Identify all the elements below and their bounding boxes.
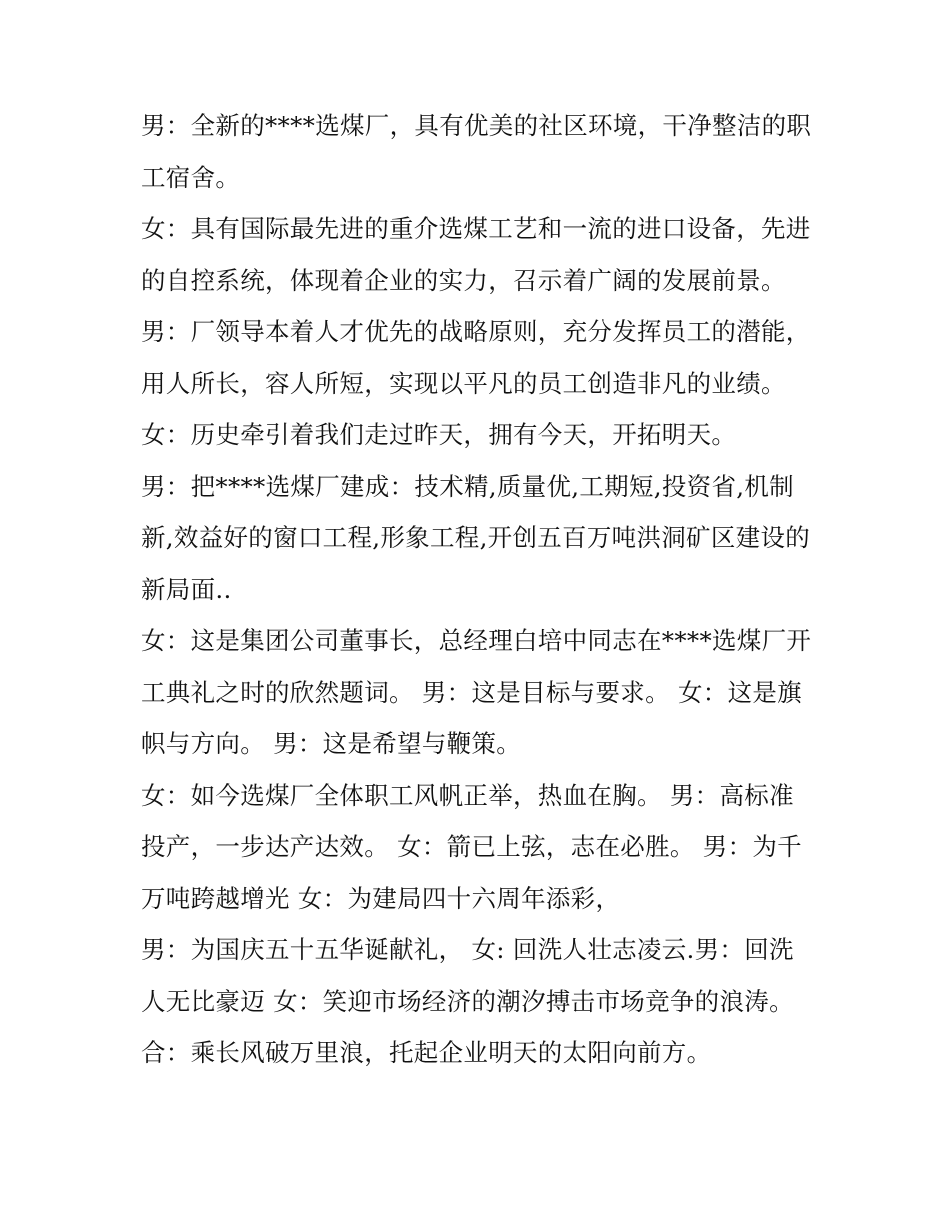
paragraph: 男：把****选煤厂建成：技术精,质量优,工期短,投资省,机制新,效益好的窗口工程,形象工程,开创五百万吨洪洞矿区建设的新局面.. (141, 471, 811, 604)
paragraph: 男：全新的****选煤厂，具有优美的社区环境，干净整洁的职工宿舍。 (141, 111, 812, 192)
paragraph: 男：为国庆五十五华诞献礼， 女: 回洗人壮志凌云.男：回洗人无比豪迈 女：笑迎市场经济的潮汐搏击市场竞争的浪涛。 (141, 935, 794, 1016)
paragraph: 女：具有国际最先进的重介选煤工艺和一流的进口设备，先进的自控系统，体现着企业的实力，召示着广阔的发展前景。 (141, 214, 811, 295)
paragraph: 女：如今选煤厂全体职工风帆正举，热血在胸。 男：高标准投产，一步达产达效。 女：箭已上弦，志在必胜。 男：为千万吨跨越增光 女：为建局四十六周年添彩， (141, 780, 802, 913)
paragraph: 合：乘长风破万里浪，托起企业明天的太阳向前方。 (141, 1038, 712, 1067)
paragraph: 女：这是集团公司董事长，总经理白培中同志在****选煤厂开工典礼之时的欣然题词。 男：这是目标与要求。 女：这是旗帜与方向。 男：这是希望与鞭策。 (141, 626, 812, 758)
paragraph: 男：厂领导本着人才优先的战略原则，充分发挥员工的潜能，用人所长，容人所短，实现以平凡的员工创造非凡的业绩。 (141, 317, 811, 398)
paragraph: 女：历史牵引着我们走过昨天，拥有今天，开拓明天。 (141, 420, 737, 449)
